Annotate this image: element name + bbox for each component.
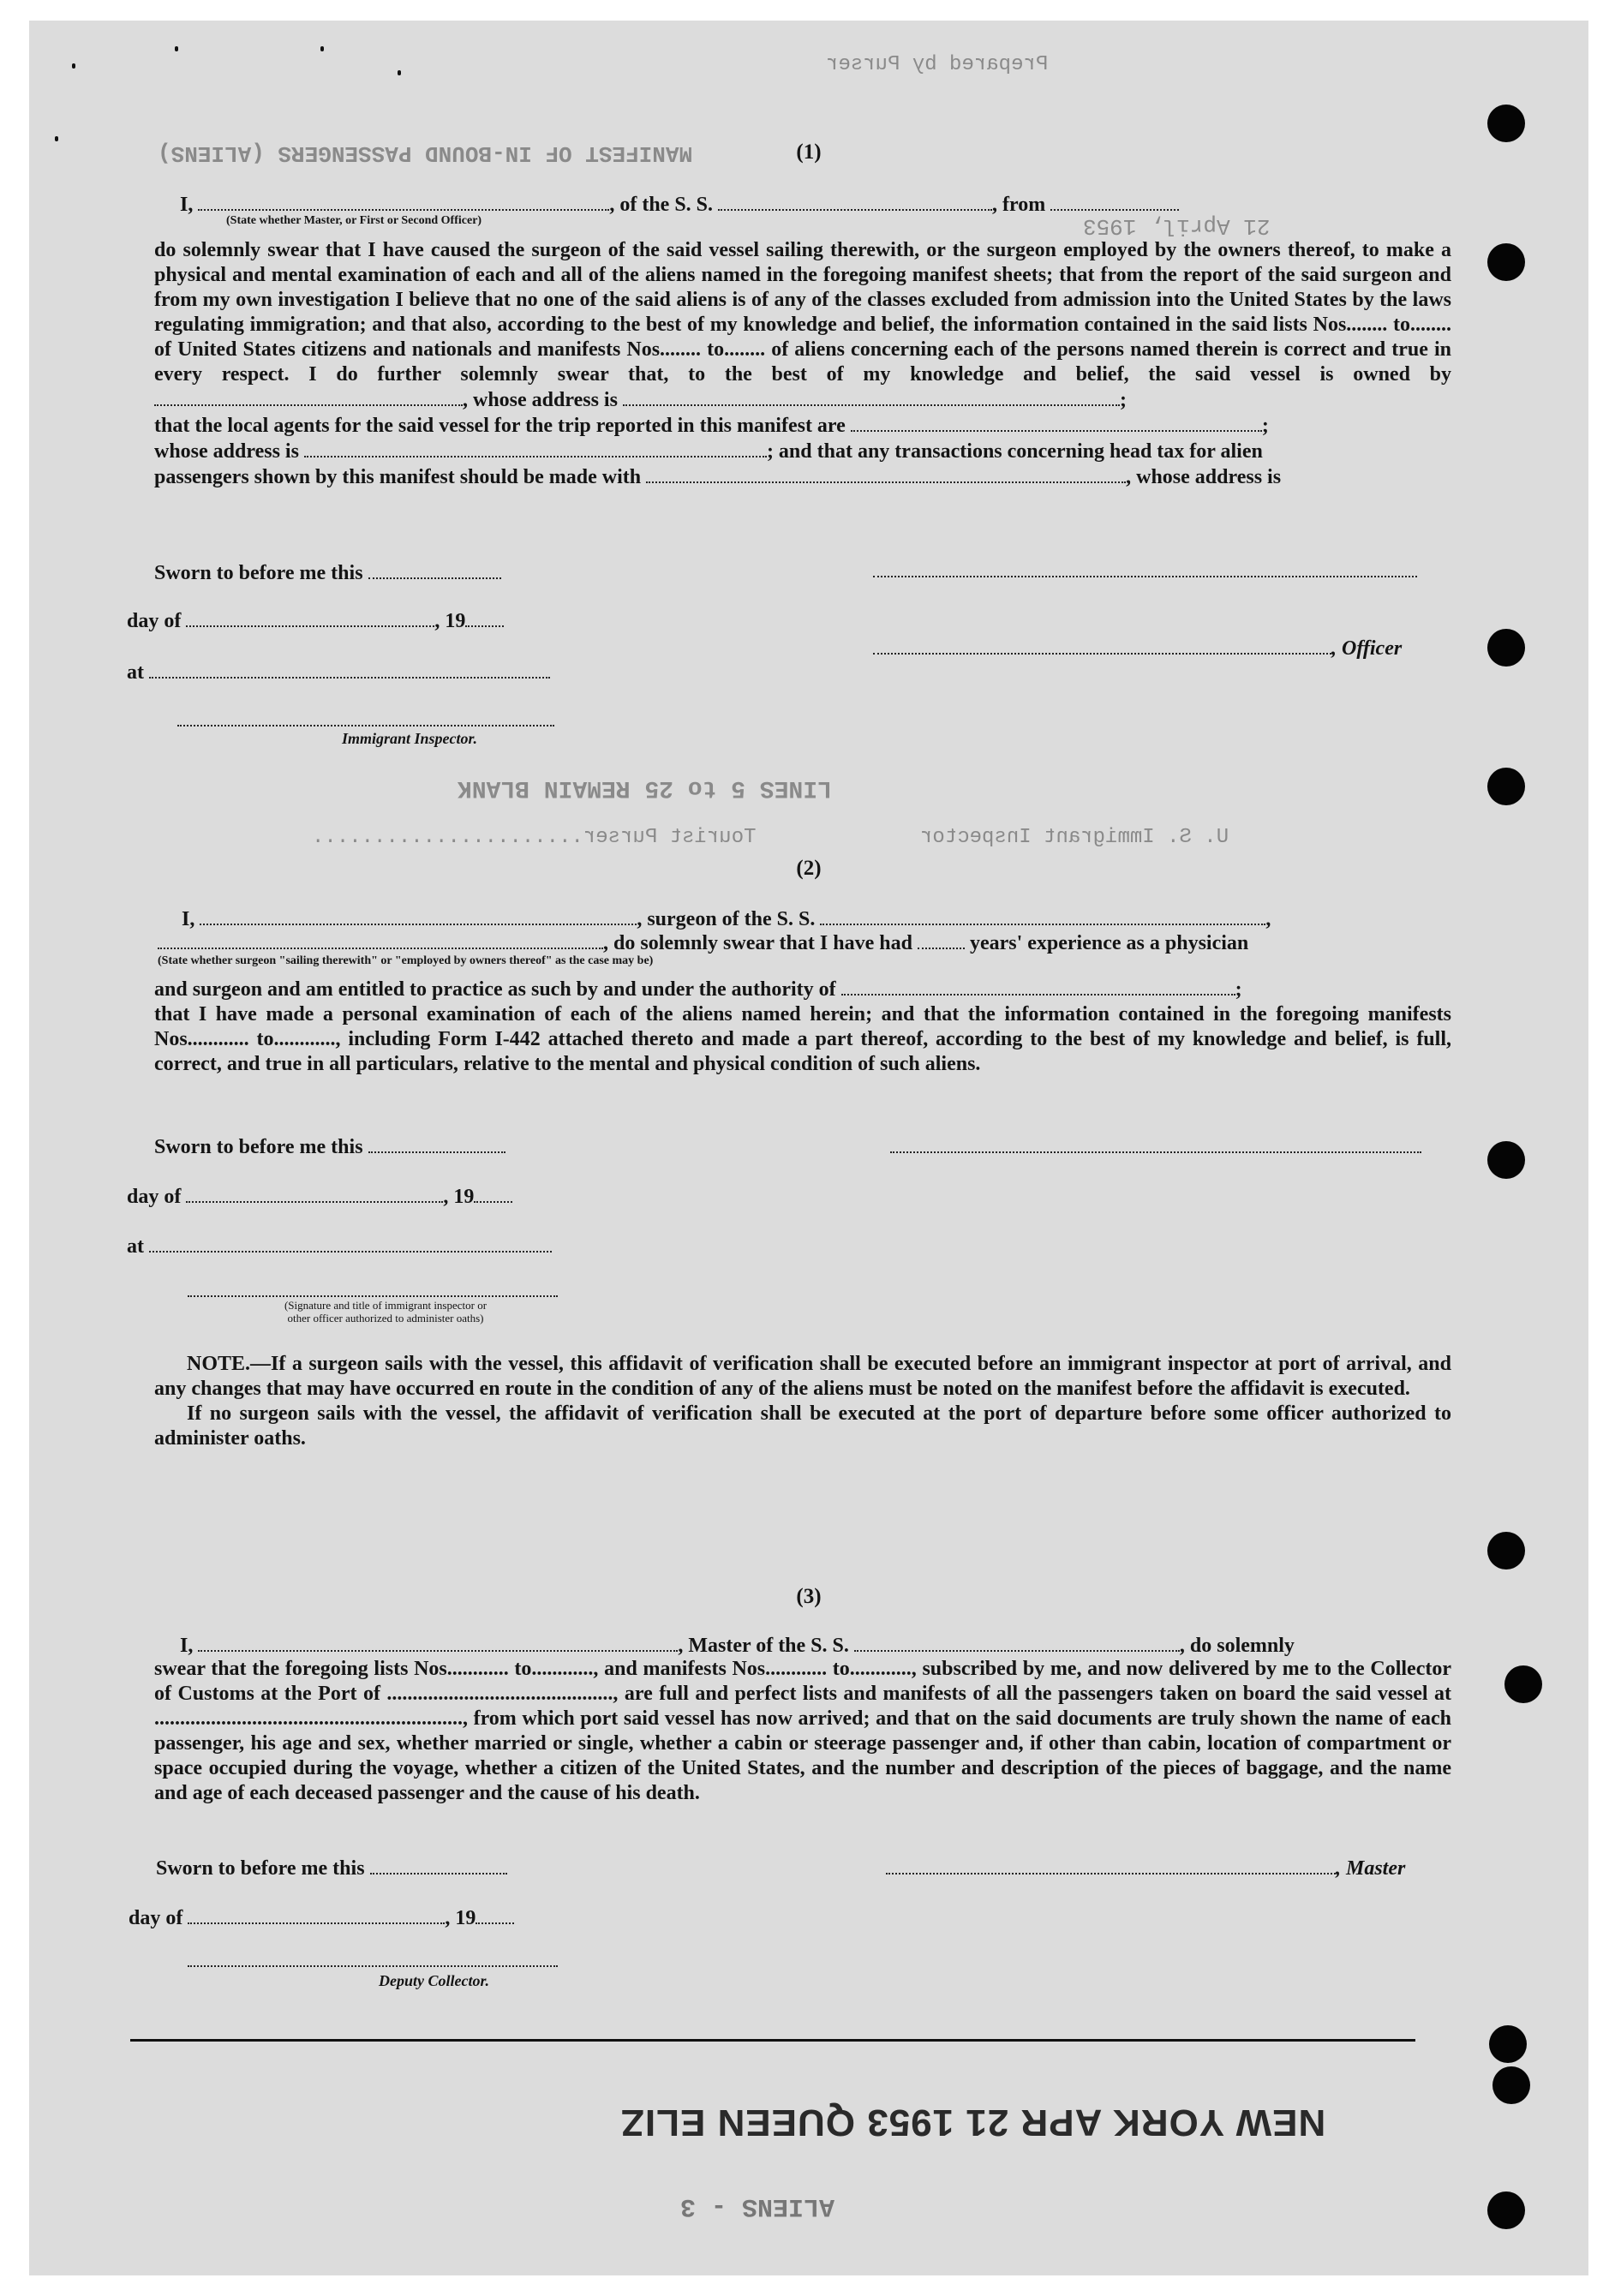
day-blank <box>186 608 434 627</box>
authority-blank <box>841 977 1235 996</box>
punch-hole <box>1487 2191 1525 2229</box>
bleed-prepared: Prepared by Purser <box>826 53 1049 76</box>
label-head-tax: ; and that any transactions concerning head tax for alien <box>766 440 1263 463</box>
label-do-solemnly: , do solemnly <box>1179 1635 1295 1657</box>
bleed-lines-blank: LINES 5 to 25 REMAIN BLANK <box>458 774 832 801</box>
label-surgeon-of-ss: , surgeon of the S. S. <box>637 908 816 930</box>
label-passengers-shown: passengers shown by this manifest should be made with <box>154 466 642 488</box>
arrival-stamp: NEW YORK APR 21 1953 QUEEN ELIZ <box>620 2102 1326 2144</box>
officer-signature-line <box>873 576 1417 577</box>
label-contact-address: , whose address is <box>1126 466 1282 488</box>
section-3-sworn-line <box>156 1856 507 1880</box>
page-footer: ALIENS - 3 <box>680 2191 835 2221</box>
bleed-purser: Tourist Purser...................... <box>312 826 757 849</box>
label-years-experience: years' experience as a physician <box>969 932 1249 954</box>
label-year-19: , 19 <box>434 610 466 632</box>
port-from-blank <box>1050 192 1179 211</box>
day-blank <box>188 1905 445 1924</box>
label-from: , from <box>992 194 1046 216</box>
section-3-day-line <box>129 1905 514 1930</box>
section-1-day-line <box>127 608 504 633</box>
label-do-solemnly-swear: , do solemnly swear that I have had <box>603 932 912 954</box>
speck <box>175 46 178 51</box>
label-local-agents: that the local agents for the said vessel for the trip reported in this manifest are <box>154 415 846 437</box>
agents-blank <box>851 413 1262 432</box>
punch-hole <box>1504 1665 1542 1703</box>
place-blank <box>149 1234 552 1253</box>
surgeon-signature-line <box>890 1151 1421 1153</box>
bleed-immigrant-inspector: U. S. Immigrant Inspector <box>920 826 1229 849</box>
surgeon-note: (State whether surgeon "sailing therewith" or "employed by owners thereof" as the case may be) <box>158 954 654 967</box>
note-surgeon-sails: NOTE.—If a surgeon sails with the vessel, this affidavit of verification shall be executed before an immigrant inspector at port of arrival, and any changes that may have occurred en route in the condition of any of the aliens must be noted on the manifest before the affidavit is executed. <box>154 1353 1451 1400</box>
label-sworn: Sworn to before me this <box>154 1136 363 1158</box>
label-i: I, <box>180 194 194 216</box>
section-3-number: (3) <box>796 1585 822 1608</box>
label-master-of-ss: , Master of the S. S. <box>678 1635 849 1657</box>
section-3-body: swear that the foregoing lists Nos............ to............, and manifests Nos............ to............, subscribed by me, and now delivered by me to the Collector of Customs at the Port of ............................................, are full and perfect lists and manifests of all the passengers taken on board the said vessel at ............................................................, from which port said vessel has now arrived; and that on the said documents are truly shown the name of each passenger, his age and sex, whether married or single, whether a cabin or steerage passenger and, if other than cabin, location of compartment or space occupied during the voyage, whether a citizen of the United States, and the number and description of the pieces of baggage, and the name and age of each deceased passenger and the cause of his death. <box>154 1658 1451 1804</box>
section-1-number: (1) <box>796 141 822 164</box>
section-2-day-line <box>127 1184 512 1209</box>
label-i: I, <box>180 1635 194 1657</box>
section-3-first-line <box>180 1633 1295 1658</box>
punch-hole <box>1487 629 1525 667</box>
label-owner-address: , whose address is <box>463 389 618 411</box>
section-1-oath-text: do solemnly swear that I have caused the surgeon of the said vessel sailing therewith, or the surgeon employed by the owners thereof, to make a physical and mental examination of each and all of the aliens named in the foregoing manifest sheets; that from the report of the said surgeon and from my own investigation I believe that no one of the said aliens is of any of the classes excluded from admission into the United States by the laws regulating immigration; and that also, according to the best of my knowledge and belief, the information contained in the said lists Nos........ to........ of United States citizens and nationals and manifests Nos........ to........ of aliens concerning each of the persons named therein is correct and true in every respect. I do further solemnly swear that, to the best of my knowledge and belief, the said vessel is owned by <box>154 239 1451 386</box>
collector-signature-line <box>188 1965 558 1967</box>
bleed-date: 21 April, 1953 <box>1083 213 1271 239</box>
immigrant-inspector-caption: Immigrant Inspector. <box>342 730 478 747</box>
label-agents-address: whose address is <box>154 440 299 463</box>
speck <box>72 63 75 69</box>
surgeon-status-blank <box>158 930 603 949</box>
officer-note: (State whether Master, or First or Second Officer) <box>226 214 482 227</box>
label-day-of: day of <box>129 1907 183 1929</box>
punch-hole <box>1489 2025 1527 2063</box>
signature-caption <box>197 1299 574 1324</box>
master-name-blank <box>198 1633 678 1652</box>
section-1-at-line <box>127 660 550 685</box>
master-signature-line <box>886 1856 1405 1880</box>
signature-caption-line-2: other officer authorized to administer oaths) <box>287 1312 484 1324</box>
punch-hole <box>1487 1141 1525 1179</box>
officer-title-blank <box>873 636 1331 655</box>
label-of-ss: , of the S. S. <box>609 194 714 216</box>
note-no-surgeon: If no surgeon sails with the vessel, the affidavit of verification shall be executed at the port of departure before some officer authorized to administer oaths. <box>154 1402 1451 1450</box>
label-i: I, <box>182 908 195 930</box>
punch-hole <box>1492 2066 1530 2104</box>
label-master: , Master <box>1336 1857 1406 1880</box>
label-year-19: , 19 <box>445 1907 476 1929</box>
surgeon-vessel-blank <box>820 906 1265 925</box>
section-2-first-line: I, , surgeon of the S. S. , <box>182 908 1271 930</box>
section-2-at-line <box>127 1234 552 1259</box>
day-blank <box>186 1184 443 1203</box>
year-blank <box>476 1905 514 1924</box>
section-2-sworn-line <box>154 1134 505 1159</box>
section-2-number: (2) <box>796 857 822 880</box>
officer-name-blank <box>198 192 609 211</box>
sworn-date-blank <box>370 1856 507 1874</box>
year-blank <box>465 608 504 627</box>
label-at: at <box>127 1235 144 1258</box>
head-tax-contact-blank <box>646 464 1126 483</box>
sworn-date-blank <box>368 1134 505 1153</box>
place-blank <box>149 660 550 679</box>
signature-caption-line-1: (Signature and title of immigrant inspector or <box>284 1299 487 1312</box>
year-blank <box>474 1184 512 1203</box>
owner-address-blank <box>623 387 1120 406</box>
punch-hole <box>1487 768 1525 805</box>
label-day-of: day of <box>127 1186 182 1208</box>
inspector-signature-line <box>188 1295 558 1297</box>
section-2-second-line <box>158 930 1248 955</box>
label-day-of: day of <box>127 610 182 632</box>
sworn-date-blank <box>368 560 501 579</box>
deputy-collector-caption: Deputy Collector. <box>379 1972 489 1989</box>
agents-address-blank <box>304 439 767 457</box>
years-blank <box>918 930 965 949</box>
label-sworn: Sworn to before me this <box>156 1857 365 1880</box>
speck <box>398 70 401 75</box>
vessel-name-blank <box>718 192 992 211</box>
inspector-signature-line <box>177 725 554 726</box>
punch-hole <box>1487 105 1525 142</box>
section-2-oath-text: that I have made a personal examination of each of the aliens named herein; and that the information contained in the foregoing manifests Nos............ to............, including Form I-442 attached thereto and made a part thereof, according to the best of my knowledge and belief, is full, correct, and true in all particulars, relative to the mental and physical condition of such aliens. <box>154 1003 1451 1075</box>
manifest-page <box>29 21 1588 2275</box>
label-sworn: Sworn to before me this <box>154 562 363 584</box>
surgeon-name-blank <box>200 906 637 925</box>
punch-hole <box>1487 243 1525 281</box>
section-2-body: and surgeon and am entitled to practice as such by and under the authority of ; that I have made a personal examination of each of the aliens named herein; and that the information contained in the foregoing manifests Nos............ to............, including Form I-442 attached thereto and made a part thereof, according to the best of my knowledge and belief, is full, correct, and true in all particulars, relative to the mental and physical condition of such aliens. <box>154 978 1451 1075</box>
officer-label-line <box>873 636 1402 661</box>
label-at: at <box>127 661 144 684</box>
master-signature-blank <box>886 1856 1336 1874</box>
label-authority: and surgeon and am entitled to practice as such by and under the authority of <box>154 978 836 1001</box>
punch-hole <box>1487 1532 1525 1570</box>
section-1-first-line <box>180 192 1179 217</box>
speck <box>320 46 324 51</box>
bleed-manifest-title: MANIFEST OF IN-BOUND PASSENGERS (ALIENS) <box>158 141 693 166</box>
owner-blank <box>154 387 463 406</box>
label-year-19: , 19 <box>443 1186 475 1208</box>
master-vessel-blank <box>854 1633 1180 1652</box>
section-1-sworn-line <box>154 560 501 585</box>
bottom-rule <box>130 2039 1415 2042</box>
section-2-note <box>154 1352 1451 1451</box>
label-officer: , Officer <box>1331 637 1403 660</box>
section-1-body: do solemnly swear that I have caused the surgeon of the said vessel sailing therewith, or the surgeon employed by the owners thereof, to make a physical and mental examination of each and all of the aliens named in the foregoing manifest sheets; that from the report of the said surgeon and from my own investigation I believe that no one of the said aliens is of any of the classes excluded from admission into the United States by the laws regulating immigration; and that also, according to the best of my knowledge and belief, the information contained in the said lists Nos........ to........ of United States citizens and nationals and manifests Nos........ to........ of aliens concerning each of the persons named therein is correct and true in every respect. I do further solemnly swear that, to the best of my knowledge and belief, the said vessel is owned by , whose address is ; that the local agents for the said vessel for the trip reported in this manifest are ; whose address is ; and that any transactions concerning head tax for alien passengers shown by this manifest should be made with , whose address is <box>154 239 1451 488</box>
